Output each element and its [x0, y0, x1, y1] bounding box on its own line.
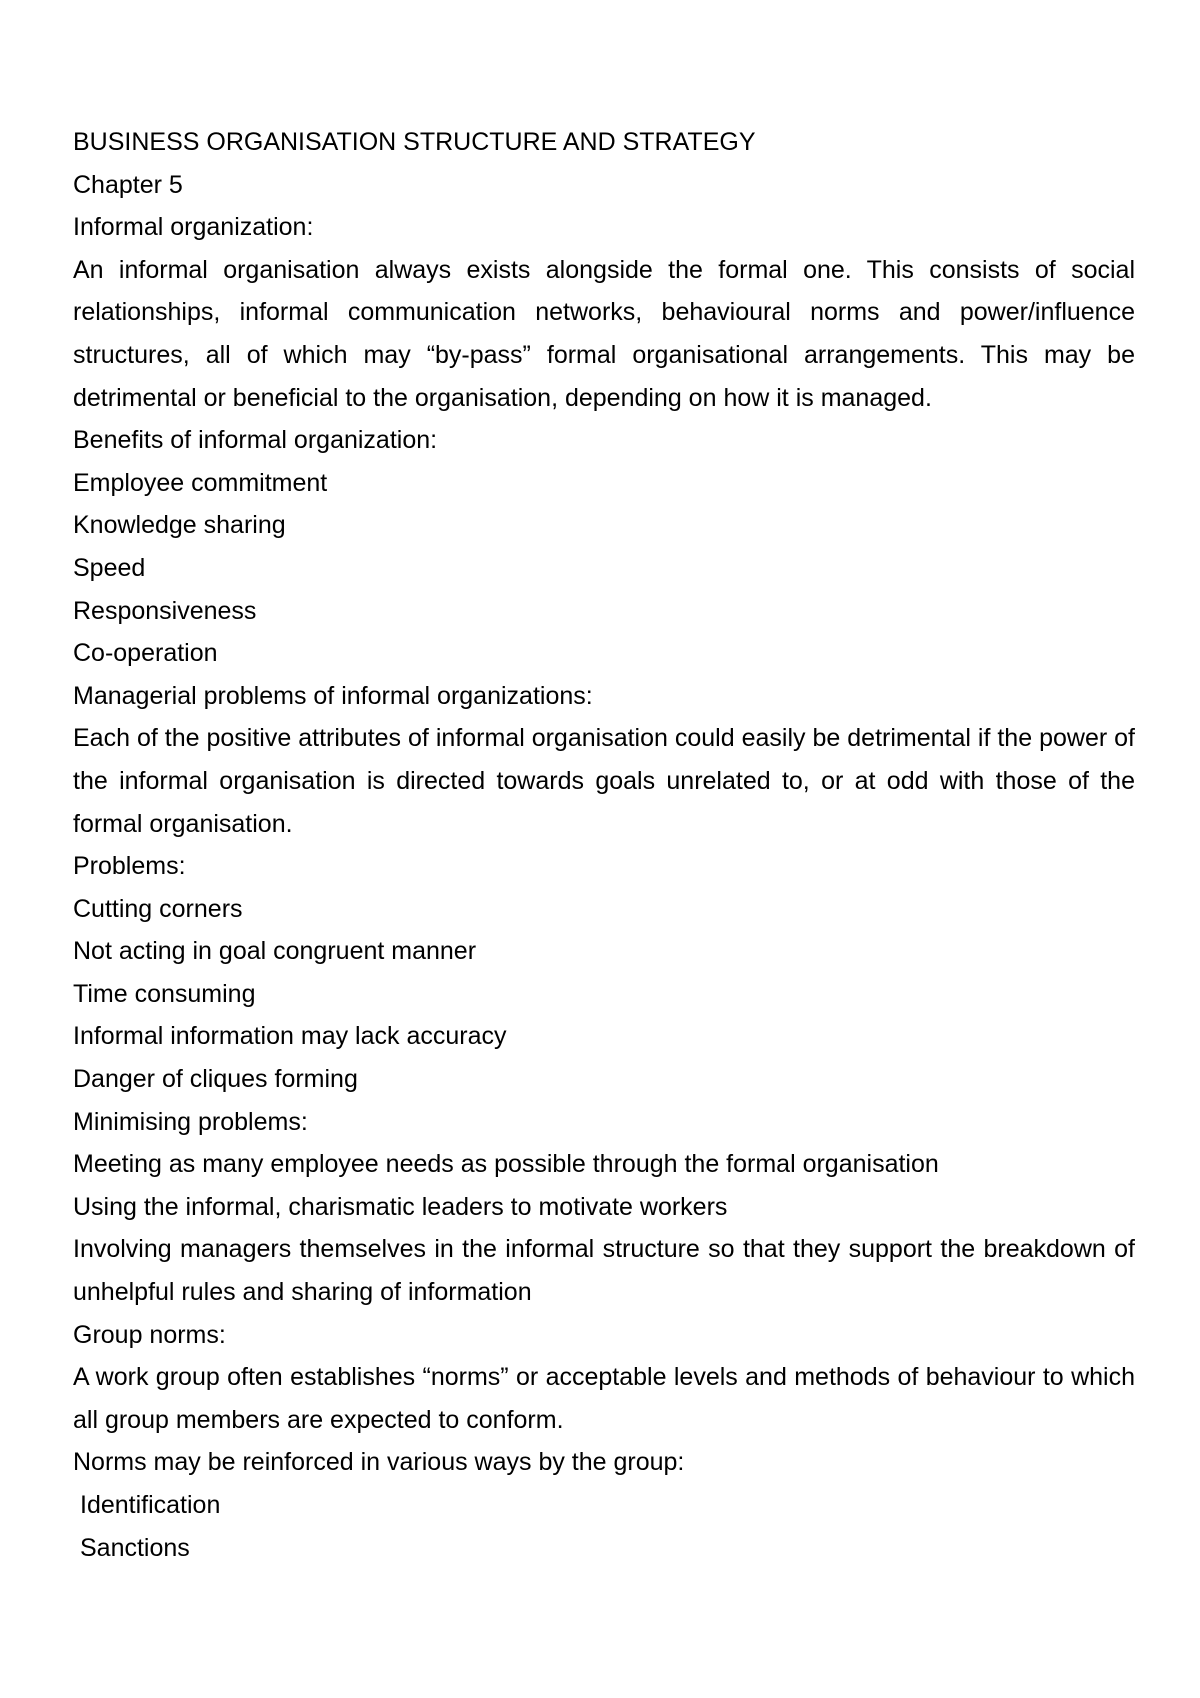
group-norms-paragraph: A work group often establishes “norms” or acceptable levels and methods of behaviour to which all group members are expected to conform.: [73, 1363, 1135, 1434]
minimising-item: Involving managers themselves in the informal structure so that they support the breakdown of unhelpful rules and sharing of information: [73, 1235, 1135, 1307]
document-page: [73, 121, 1135, 1569]
problem-item: Informal information may lack accuracy: [73, 1022, 507, 1051]
benefits-heading: Benefits of informal organization:: [73, 426, 438, 455]
benefit-item: Knowledge sharing: [73, 511, 286, 540]
reinforced-heading: Norms may be reinforced in various ways by the group:: [73, 1448, 685, 1477]
reinforced-item: Identification: [80, 1491, 221, 1519]
reinforced-item: Sanctions: [80, 1533, 190, 1562]
managerial-heading: Managerial problems of informal organizations:: [73, 681, 593, 710]
problem-item: Cutting corners: [73, 894, 243, 923]
problem-item: Danger of cliques forming: [73, 1065, 358, 1094]
minimising-item: Using the informal, charismatic leaders to motivate workers: [73, 1192, 728, 1221]
benefit-item: Speed: [73, 553, 146, 582]
informal-heading: Informal organization:: [73, 213, 314, 242]
chapter-label: Chapter 5: [73, 170, 183, 199]
benefit-item: Co-operation: [73, 639, 218, 668]
managerial-paragraph: Each of the positive attributes of informal organisation could easily be detrimental if the power of the informal organisation is directed towards goals unrelated to, or at odd with those of the formal organisation.: [73, 724, 1135, 838]
problem-item: Time consuming: [73, 979, 256, 1008]
document-title: BUSINESS ORGANISATION STRUCTURE AND STRATEGY: [73, 128, 756, 156]
group-norms-heading: Group norms:: [73, 1320, 226, 1349]
minimising-item: Meeting as many employee needs as possible through the formal organisation: [73, 1150, 939, 1179]
problems-heading: Problems:: [73, 852, 186, 881]
benefit-item: Employee commitment: [73, 468, 328, 497]
minimising-heading: Minimising problems:: [73, 1107, 308, 1136]
informal-paragraph: An informal organisation always exists alongside the formal one. This consists of social relationships, informal communication networks, behavioural norms and power/influence structures, all of which may “by-pass” formal organisational arrangements. This may be detrimental or beneficial to the organisation, depending on how it is managed.: [73, 255, 1135, 412]
benefit-item: Responsiveness: [73, 596, 257, 625]
problem-item: Not acting in goal congruent manner: [73, 937, 477, 966]
